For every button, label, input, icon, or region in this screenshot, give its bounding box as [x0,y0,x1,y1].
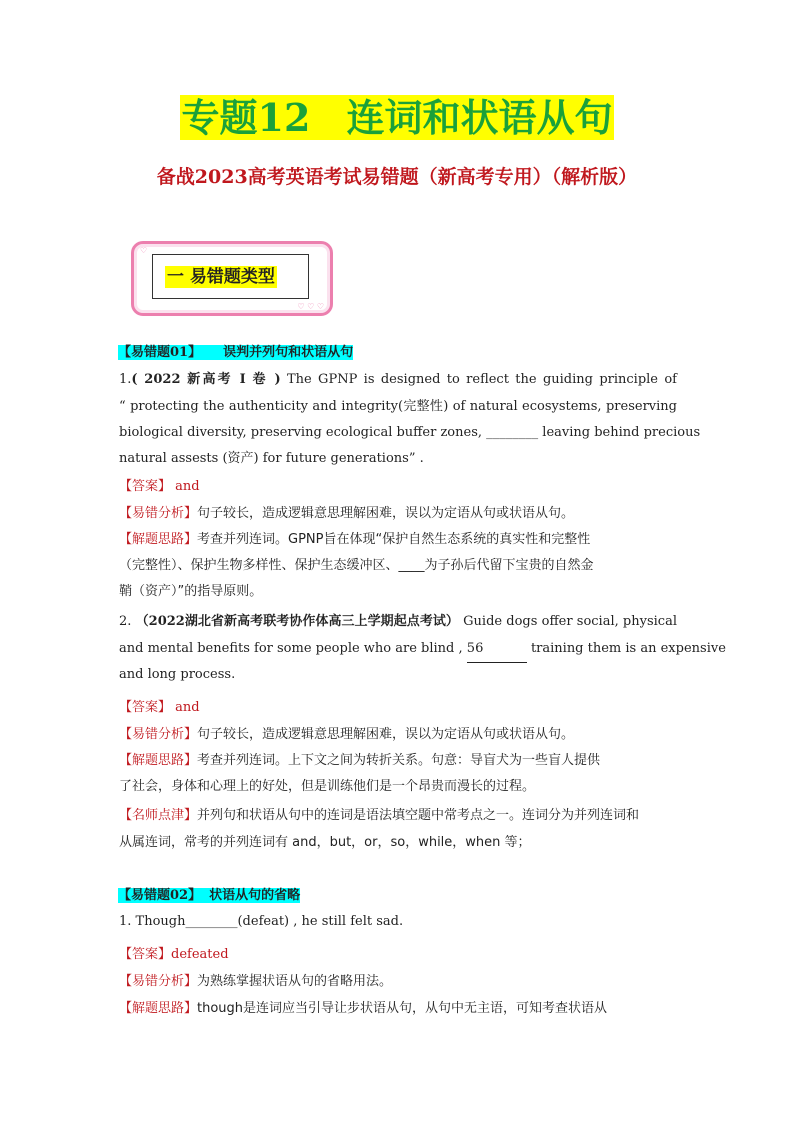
idea-line: 【解题思路】though是连词应当引导让步状语从句，从句中无主语，可知考查状语从 [119,1001,608,1016]
section-topic: 误判并列句和状语从句 [223,345,354,360]
idea-line: （完整性）、保护生物多样性、保护生态缓冲区、____为子孙后代留下宝贵的自然金 [119,558,594,573]
answer-blank[interactable]: ________ [185,914,238,929]
answer-value: and [175,479,200,494]
question-line: 1.( 2022 新高考 I 卷 ) The GPNP is designed to reflect the guiding principle of [119,372,677,387]
analysis-line: 【易错分析】为熟练掌握状语从句的省略用法。 [119,974,393,989]
question-line: biological diversity, preserving ecological buffer zones, ________ leaving behind precious [119,425,701,440]
idea-line: 了社会，身体和心理上的好处，但是训练他们是一个昂贵而漫长的过程。 [119,779,536,794]
analysis-line: 【易错分析】句子较长，造成逻辑意思理解困难，误以为定语从句或状语从句。 [119,727,575,742]
title-number: 12 [257,95,311,140]
question-source: ( 2022 新高考 I 卷 ) [131,372,281,387]
idea-line: 【解题思路】考查并列连词。GPNP旨在体现“保护自然生态系统的真实性和完整性 [119,532,591,547]
answer-line: 【答案】 and [119,479,200,494]
question-source: （2022湖北省新高考联考协作体高三上学期起点考试） [135,614,459,629]
question-line: 1. Though________(defeat) , he still felt sad. [119,914,404,929]
question-line: and long process. [119,667,236,682]
answer-blank[interactable]: 56 [467,636,527,663]
tip-line: 【名师点津】并列句和状语从句中的连词是语法填空题中常考点之一。连词分为并列连词和 [119,808,640,823]
section-topic: 状语从句的省略 [209,888,301,903]
question-line: and mental benefits for some people who are blind , 56 training them is an expensive [119,636,677,663]
heart-decoration-icon: ♡ ♡ ♡ [297,302,324,311]
badge-label: 一 易错题类型 [167,267,275,287]
section-type-badge [131,241,333,316]
answer-line: 【答案】defeated [119,947,229,962]
analysis-line: 【易错分析】句子较长，造成逻辑意思理解困难，误以为定语从句或状语从句。 [119,506,575,521]
heart-decoration-icon: ♡ [140,246,148,255]
section-tag: 【易错题01】 [118,345,202,360]
answer-blank[interactable]: ________ [486,425,539,440]
page-subtitle: 备战2023高考英语考试易错题（新高考专用）（解析版） [156,166,638,188]
answer-line: 【答案】 and [119,700,200,715]
answer-value: and [175,700,200,715]
section-header-02 [118,887,300,905]
idea-line: 【解题思路】考查并列连词。上下文之间为转折关系。句意：导盲犬为一些盲人提供 [119,753,601,768]
question-line: “ protecting the authenticity and integrity(完整性) of natural ecosystems, preserving [119,399,677,414]
tip-line: 从属连词，常考的并列连词有 and，but，or，so，while，when 等； [119,835,531,850]
question-line: natural assests (资产) for future generations” . [119,451,424,466]
title-prefix: 专题 [181,95,258,140]
question-line: 2. （2022湖北省新高考联考协作体高三上学期起点考试） Guide dogs offer social, physical [119,614,677,629]
section-header-01 [118,344,353,362]
section-tag: 【易错题02】 [118,888,202,903]
badge-frame [152,254,309,299]
answer-value: defeated [171,947,229,962]
idea-line: 鞘（资产）”的指导原则。 [119,584,263,599]
title-rest: 连词和状语从句 [346,95,613,140]
page-title [0,93,794,143]
